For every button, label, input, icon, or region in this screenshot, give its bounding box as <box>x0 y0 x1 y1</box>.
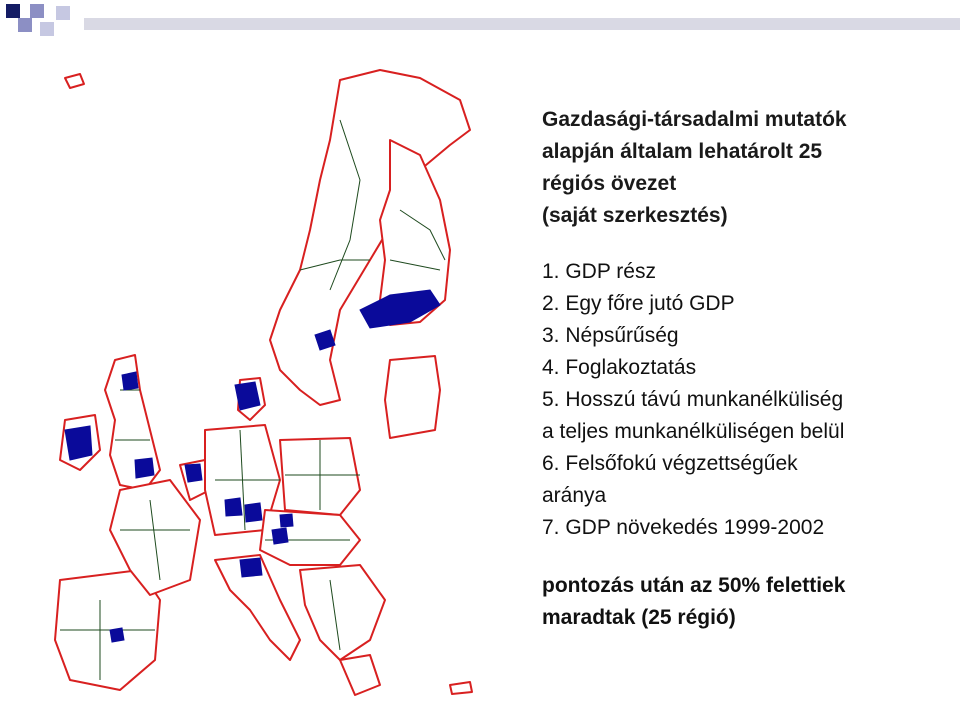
decorative-header-bar <box>84 18 960 30</box>
island-fragment <box>65 74 84 88</box>
selected-region-south-germany <box>225 498 242 516</box>
panel-title: Gazdasági-társadalmi mutatók alapján általam lehatárolt 25 régiós övezet (saját szerkesztés) <box>542 108 847 227</box>
selected-region-madrid <box>110 628 124 642</box>
criteria-item: 4. Foglakoztatás <box>542 356 697 379</box>
criteria-item: 6. Felsőfokú végzettségűek <box>542 452 798 475</box>
criteria-item: 7. GDP növekedés 1999-2002 <box>542 516 825 539</box>
europe-regions-map <box>40 60 520 700</box>
island-east <box>450 682 472 694</box>
selected-region-denmark <box>235 382 260 410</box>
criteria-item: aránya <box>542 484 607 507</box>
deco-square-mid-2 <box>18 18 32 32</box>
selected-region-prague <box>280 514 293 527</box>
selected-region-london-area <box>135 458 154 478</box>
selected-region-ireland <box>65 426 92 460</box>
selected-region-scotland <box>122 372 138 390</box>
panel-note: pontozás után az 50% felettiek maradtak (25 régió) <box>542 574 846 629</box>
decorative-squares <box>0 0 80 48</box>
criteria-item: a teljes munkanélküliségen belül <box>542 420 845 443</box>
criteria-item: 2. Egy főre jutó GDP <box>542 292 735 315</box>
country-baltics <box>385 356 440 438</box>
selected-region-netherlands <box>185 464 202 482</box>
text-panel <box>542 104 952 655</box>
deco-square-mid <box>30 4 44 18</box>
deco-square-light-2 <box>56 6 70 20</box>
criteria-item: 1. GDP rész <box>542 260 656 283</box>
selected-region-vienna <box>272 528 288 544</box>
deco-square-light <box>40 22 54 36</box>
deco-square-dark <box>6 4 20 18</box>
country-greece <box>340 655 380 695</box>
selected-region-bavaria <box>245 503 262 522</box>
selected-region-finland-south <box>360 290 440 328</box>
criteria-item: 3. Népsűrűség <box>542 324 679 347</box>
criteria-item: 5. Hosszú távú munkanélküliség <box>542 388 844 411</box>
selected-region-north-italy <box>240 558 262 577</box>
criteria-list <box>542 256 952 544</box>
country-balkans <box>300 565 385 660</box>
